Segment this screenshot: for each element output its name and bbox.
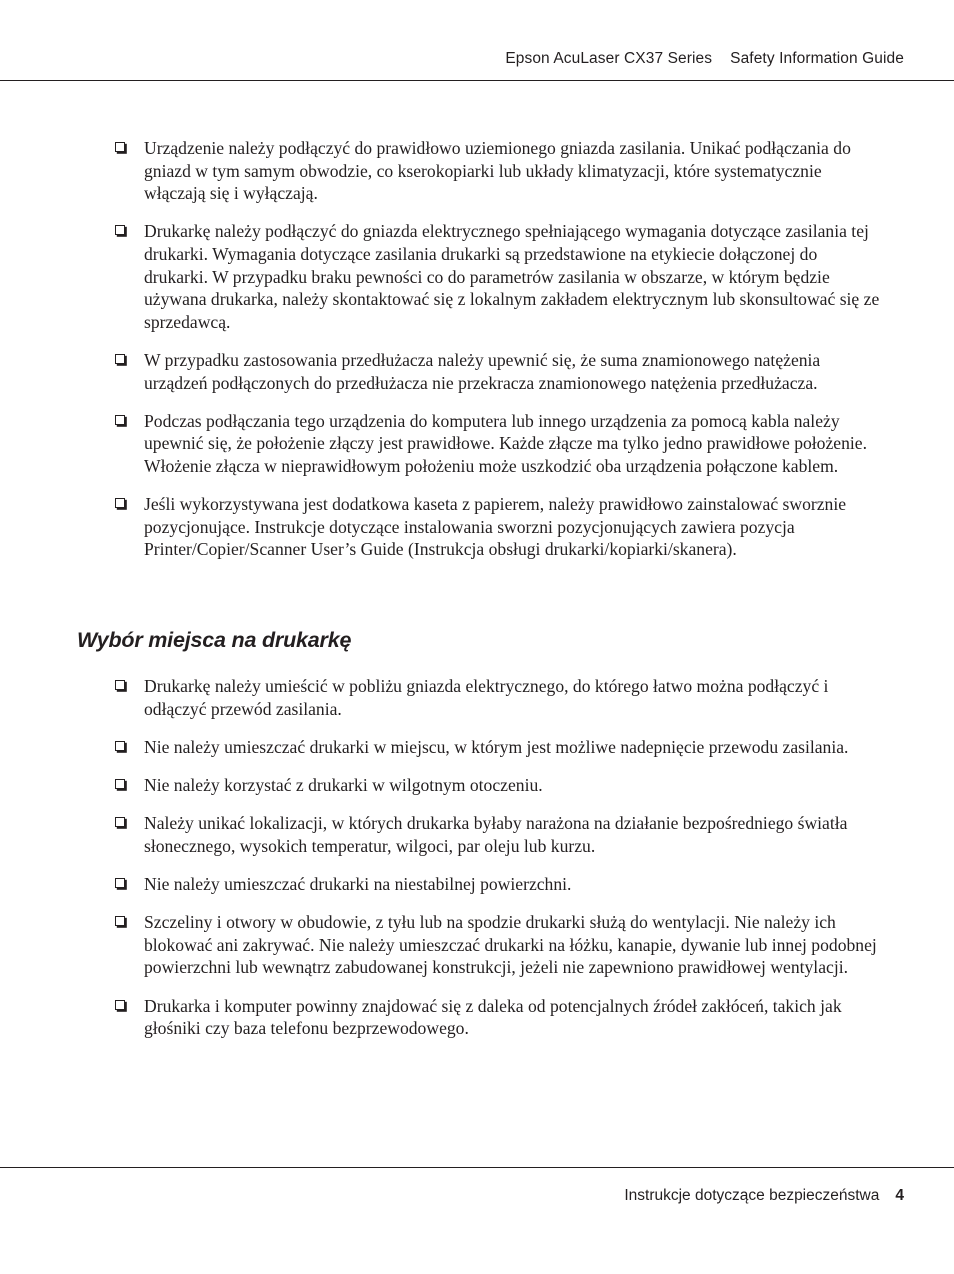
list-item xyxy=(115,410,880,478)
list-item xyxy=(115,349,880,394)
header-rule xyxy=(0,80,954,81)
checkbox-bullet-icon xyxy=(115,916,125,926)
checkbox-bullet-icon xyxy=(115,142,125,152)
list-item xyxy=(115,220,880,333)
checkbox-bullet-icon xyxy=(115,680,125,690)
page-header xyxy=(505,50,904,68)
checkbox-bullet-icon xyxy=(115,741,125,751)
location-list xyxy=(115,675,880,1055)
page-footer xyxy=(624,1187,904,1205)
header-guide: Safety Information Guide xyxy=(730,50,904,67)
page-number: 4 xyxy=(895,1187,904,1204)
header-product: Epson AcuLaser CX37 Series xyxy=(505,50,713,67)
list-item xyxy=(115,774,880,797)
list-item-text: Nie należy umieszczać drukarki w miejscu, w którym jest możliwe nadepnięcie przewodu zasilania. xyxy=(144,736,849,757)
list-item-text: Podczas podłączania tego urządzenia do komputera lub innego urządzenia za pomocą kabla należy upewnić się, że położenie złączy jest prawidłowe. Każde złącze ma tylko jedno prawidłowe położenie. Włożenie złącza w nieprawidłowym położeniu może uszkodzić oba urządzenia połączone kablem. xyxy=(144,410,867,476)
list-item xyxy=(115,137,880,205)
checkbox-bullet-icon xyxy=(115,415,125,425)
list-item-text: Szczeliny i otwory w obudowie, z tyłu lub na spodzie drukarki służą do wentylacji. Nie należy ich blokować ani zakrywać. Nie należy umieszczać drukarki na łóżku, kanapie, dywanie lub innej podobnej powierzchni lub wewnątrz zabudowanej konstrukcji, jeżeli nie zapewniono prawidłowej wentylacji. xyxy=(144,912,877,978)
list-item-text: Należy unikać lokalizacji, w których drukarka byłaby narażona na działanie bezpośredniego światła słonecznego, wysokich temperatur, wilgoci, par oleju lub kurzu. xyxy=(144,813,848,856)
list-item-text: Drukarkę należy umieścić w pobliżu gniazda elektrycznego, do którego łatwo można podłączyć i odłączyć przewód zasilania. xyxy=(144,676,829,719)
list-item-text: Nie należy umieszczać drukarki na niestabilnej powierzchni. xyxy=(144,873,572,894)
section-heading: Wybór miejsca na drukarkę xyxy=(77,628,352,652)
footer-rule xyxy=(0,1167,954,1168)
list-item-text: Nie należy korzystać z drukarki w wilgotnym otoczeniu. xyxy=(144,774,543,795)
checkbox-bullet-icon xyxy=(115,817,125,827)
list-item-text: W przypadku zastosowania przedłużacza należy upewnić się, że suma znamionowego natężenia urządzeń podłączonych do przedłużacza nie przekracza znamionowego natężenia przedłużacza. xyxy=(144,349,821,393)
footer-section: Instrukcje dotyczące bezpieczeństwa xyxy=(624,1187,880,1204)
list-item-text: Jeśli wykorzystywana jest dodatkowa kaseta z papierem, należy prawidłowo zainstalować sworznie pozycjonujące. Instrukcje dotyczące instalowania sworzni pozycjonujących zawiera pozycja Printer/Copier/Scanner User’s Guide (Instrukcja obsługi drukarki/kopiarki/skanera). xyxy=(144,494,847,560)
checkbox-bullet-icon xyxy=(115,225,125,235)
checkbox-bullet-icon xyxy=(115,354,125,364)
list-item xyxy=(115,911,880,979)
list-item xyxy=(115,493,880,561)
list-item xyxy=(115,736,880,759)
checkbox-bullet-icon xyxy=(115,779,125,789)
checkbox-bullet-icon xyxy=(115,498,125,508)
list-item xyxy=(115,873,880,896)
list-item xyxy=(115,995,880,1040)
list-item xyxy=(115,812,880,857)
list-item xyxy=(115,675,880,720)
list-item-text: Drukarka i komputer powinny znajdować się z daleka od potencjalnych źródeł zakłóceń, takich jak głośniki czy baza telefonu bezprzewodowego. xyxy=(144,995,842,1039)
list-item-text: Urządzenie należy podłączyć do prawidłowo uziemionego gniazda zasilania. Unikać podłączania do gniazd w tym samym obwodzie, co kserokopiarki lub układy klimatyzacji, które systematycznie włączają się i wyłączają. xyxy=(144,138,851,204)
checkbox-bullet-icon xyxy=(115,878,125,888)
checkbox-bullet-icon xyxy=(115,1000,125,1010)
power-safety-list xyxy=(115,137,880,576)
list-item-text: Drukarkę należy podłączyć do gniazda elektrycznego spełniającego wymagania dotyczące zasilania tej drukarki. Wymagania dotyczące zasilania drukarki są przedstawione na etykiecie dołączonej do drukarki. W przypadku braku pewności co do parametrów zasilania w obszarze, w którym będzie używana drukarka, należy skontaktować się z lokalnym zakładem elektrycznym lub skonsultować się ze sprzedawcą. xyxy=(144,221,880,332)
